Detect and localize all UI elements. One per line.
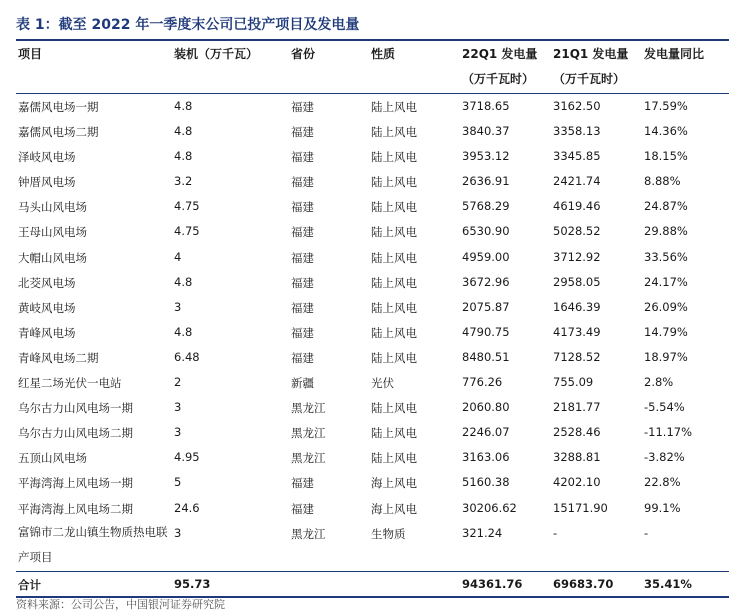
header-22q1: 22Q1 发电量: [462, 47, 538, 61]
cell-type: 陆上风电: [371, 200, 417, 215]
table-title: 表 1：截至 2022 年一季度末公司已投产项目及发电量: [16, 17, 360, 33]
cell-project: 北茭风电场: [18, 275, 76, 290]
table-row: [16, 320, 729, 345]
cell-gen-21q1: 3288.81: [553, 450, 601, 465]
cell-province: 黑龙江: [291, 451, 326, 466]
cell-province: 福建: [291, 325, 314, 340]
cell-type: 陆上风电: [371, 426, 417, 441]
total-21q1: 69683.70: [553, 577, 614, 591]
cell-capacity: 4.8: [174, 274, 193, 289]
cell-project: 乌尔古力山风电场一期: [18, 401, 133, 416]
cell-gen-22q1: 6530.90: [462, 224, 510, 239]
cell-yoy: 14.36%: [644, 124, 688, 139]
cell-gen-22q1: 2636.91: [462, 174, 510, 189]
cell-capacity: 4.95: [174, 450, 200, 465]
cell-yoy: 14.79%: [644, 324, 688, 339]
cell-yoy: 18.97%: [644, 349, 688, 364]
cell-yoy: 18.15%: [644, 149, 688, 164]
cell-type: 陆上风电: [371, 150, 417, 165]
total-22q1: 94361.76: [462, 577, 523, 591]
cell-type: 陆上风电: [371, 401, 417, 416]
table-row: [16, 119, 729, 144]
header-project: 项目: [18, 47, 43, 61]
cell-gen-21q1: 4173.49: [553, 324, 601, 339]
header-21q1-unit: （万千瓦时）: [553, 72, 626, 86]
cell-capacity: 4.8: [174, 149, 193, 164]
cell-type: 陆上风电: [371, 125, 417, 140]
cell-gen-22q1: 3840.37: [462, 124, 510, 139]
cell-type: 陆上风电: [371, 350, 417, 365]
cell-type: 陆上风电: [371, 300, 417, 315]
cell-yoy: 17.59%: [644, 99, 688, 113]
cell-project: 钟厝风电场: [18, 175, 76, 190]
cell-project: 大帽山风电场: [18, 250, 87, 265]
cell-type: 海上风电: [371, 476, 417, 491]
cell-project: 嘉儒风电场二期: [18, 125, 99, 140]
cell-province: 福建: [291, 250, 314, 265]
table-row: [16, 395, 729, 420]
cell-gen-22q1: 5160.38: [462, 475, 510, 490]
cell-gen-22q1: 776.26: [462, 375, 503, 390]
cell-project: 五顶山风电场: [18, 451, 87, 466]
cell-capacity: 4.8: [174, 124, 193, 139]
table-row: [16, 445, 729, 470]
table-total-row: [16, 572, 729, 596]
cell-yoy: 29.88%: [644, 224, 688, 239]
table-row: [16, 496, 729, 521]
table-row: [16, 345, 729, 370]
cell-gen-22q1: 4790.75: [462, 324, 510, 339]
table-row: [16, 219, 729, 244]
cell-gen-21q1: 3358.13: [553, 124, 601, 139]
cell-province: 福建: [291, 476, 314, 491]
total-capacity: 95.73: [174, 577, 211, 591]
cell-project: 泽岐风电场: [18, 150, 76, 165]
header-21q1: 21Q1 发电量: [553, 47, 629, 61]
header-yoy: 发电量同比: [644, 47, 705, 61]
cell-capacity: 3: [174, 525, 182, 540]
cell-project: 乌尔古力山风电场二期: [18, 426, 133, 441]
cell-gen-22q1: 3163.06: [462, 450, 510, 465]
cell-type: 陆上风电: [371, 100, 417, 114]
cell-yoy: 99.1%: [644, 500, 681, 515]
cell-yoy: 24.17%: [644, 274, 688, 289]
cell-project: 嘉儒风电场一期: [18, 100, 99, 114]
cell-gen-22q1: 3672.96: [462, 274, 510, 289]
cell-gen-21q1: 755.09: [553, 375, 594, 390]
cell-capacity: 2: [174, 375, 182, 390]
cell-type: 光伏: [371, 376, 394, 391]
cell-gen-22q1: 321.24: [462, 525, 503, 540]
cell-yoy: 22.8%: [644, 475, 681, 490]
cell-project: 青峰风电场: [18, 325, 76, 340]
cell-type: 陆上风电: [371, 451, 417, 466]
cell-province: 福建: [291, 150, 314, 165]
cell-gen-21q1: 2181.77: [553, 400, 601, 415]
header-type: 性质: [371, 47, 396, 61]
header-capacity: 装机（万千瓦）: [174, 47, 259, 61]
cell-province: 福建: [291, 275, 314, 290]
cell-capacity: 5: [174, 475, 182, 490]
cell-project: 王母山风电场: [18, 225, 87, 240]
cell-gen-22q1: 2060.80: [462, 400, 510, 415]
cell-province: 福建: [291, 350, 314, 365]
total-yoy: 35.41%: [644, 577, 692, 591]
cell-capacity: 4.75: [174, 224, 200, 239]
table-row: [16, 194, 729, 219]
cell-yoy: -5.54%: [644, 400, 685, 415]
cell-yoy: 24.87%: [644, 199, 688, 214]
cell-gen-21q1: 3345.85: [553, 149, 601, 164]
table-row: [16, 295, 729, 320]
cell-yoy: 8.88%: [644, 174, 681, 189]
table-row: [16, 370, 729, 395]
table-header: [16, 41, 729, 93]
cell-capacity: 3: [174, 425, 182, 440]
cell-yoy: 26.09%: [644, 299, 688, 314]
cell-province: 福建: [291, 225, 314, 240]
cell-province: 黑龙江: [291, 526, 326, 541]
cell-type: 陆上风电: [371, 325, 417, 340]
cell-project: 富锦市二龙山镇生物质热电联产项目: [18, 524, 168, 564]
cell-gen-22q1: 30206.62: [462, 500, 517, 515]
total-label: 合计: [18, 578, 41, 592]
table-row: [16, 420, 729, 445]
cell-province: 福建: [291, 501, 314, 516]
cell-gen-21q1: -: [553, 525, 558, 540]
header-province: 省份: [291, 47, 316, 61]
cell-capacity: 3: [174, 299, 182, 314]
table-body: [16, 94, 729, 571]
cell-gen-21q1: 2528.46: [553, 425, 601, 440]
cell-project: 青峰风电场二期: [18, 350, 99, 365]
cell-capacity: 3.2: [174, 174, 193, 189]
cell-yoy: -3.82%: [644, 450, 685, 465]
cell-gen-22q1: 3718.65: [462, 99, 510, 113]
cell-type: 陆上风电: [371, 275, 417, 290]
cell-yoy: -11.17%: [644, 425, 692, 440]
cell-capacity: 4: [174, 249, 182, 264]
table-row: [16, 470, 729, 495]
table-row: [16, 270, 729, 295]
cell-yoy: 2.8%: [644, 375, 674, 390]
cell-gen-21q1: 2421.74: [553, 174, 601, 189]
cell-gen-21q1: 1646.39: [553, 299, 601, 314]
cell-gen-22q1: 8480.51: [462, 349, 510, 364]
cell-project: 平海湾海上风电场一期: [18, 476, 133, 491]
table-row: [16, 521, 729, 571]
cell-province: 黑龙江: [291, 401, 326, 416]
cell-province: 福建: [291, 100, 314, 114]
cell-type: 海上风电: [371, 501, 417, 516]
cell-capacity: 3: [174, 400, 182, 415]
cell-yoy: 33.56%: [644, 249, 688, 264]
header-22q1-unit: （万千瓦时）: [462, 72, 535, 86]
cell-type: 陆上风电: [371, 250, 417, 265]
cell-province: 福建: [291, 200, 314, 215]
cell-capacity: 4.8: [174, 324, 193, 339]
table-row: [16, 144, 729, 169]
cell-capacity: 4.8: [174, 99, 193, 113]
cell-province: 福建: [291, 300, 314, 315]
cell-gen-22q1: 2075.87: [462, 299, 510, 314]
cell-type: 陆上风电: [371, 225, 417, 240]
cell-gen-22q1: 2246.07: [462, 425, 510, 440]
cell-province: 黑龙江: [291, 426, 326, 441]
source-note: 资料来源：公司公告，中国银河证券研究院: [16, 598, 225, 611]
cell-gen-21q1: 3712.92: [553, 249, 601, 264]
cell-gen-22q1: 4959.00: [462, 249, 510, 264]
cell-province: 福建: [291, 125, 314, 140]
cell-province: 福建: [291, 175, 314, 190]
table-row: [16, 94, 729, 119]
cell-gen-21q1: 7128.52: [553, 349, 601, 364]
cell-yoy: -: [644, 525, 649, 540]
cell-gen-22q1: 5768.29: [462, 199, 510, 214]
cell-gen-21q1: 4619.46: [553, 199, 601, 214]
table-row: [16, 245, 729, 270]
cell-gen-21q1: 2958.05: [553, 274, 601, 289]
cell-province: 新疆: [291, 376, 314, 391]
cell-gen-21q1: 4202.10: [553, 475, 601, 490]
cell-capacity: 24.6: [174, 500, 200, 515]
cell-gen-22q1: 3953.12: [462, 149, 510, 164]
cell-project: 红星二场光伏一电站: [18, 376, 122, 391]
cell-type: 生物质: [371, 526, 406, 541]
cell-type: 陆上风电: [371, 175, 417, 190]
cell-project: 平海湾海上风电场二期: [18, 501, 133, 516]
cell-gen-21q1: 3162.50: [553, 99, 601, 113]
table-row: [16, 169, 729, 194]
cell-gen-21q1: 5028.52: [553, 224, 601, 239]
cell-gen-21q1: 15171.90: [553, 500, 608, 515]
cell-project: 黄岐风电场: [18, 300, 76, 315]
cell-capacity: 6.48: [174, 349, 200, 364]
cell-project: 马头山风电场: [18, 200, 87, 215]
cell-capacity: 4.75: [174, 199, 200, 214]
